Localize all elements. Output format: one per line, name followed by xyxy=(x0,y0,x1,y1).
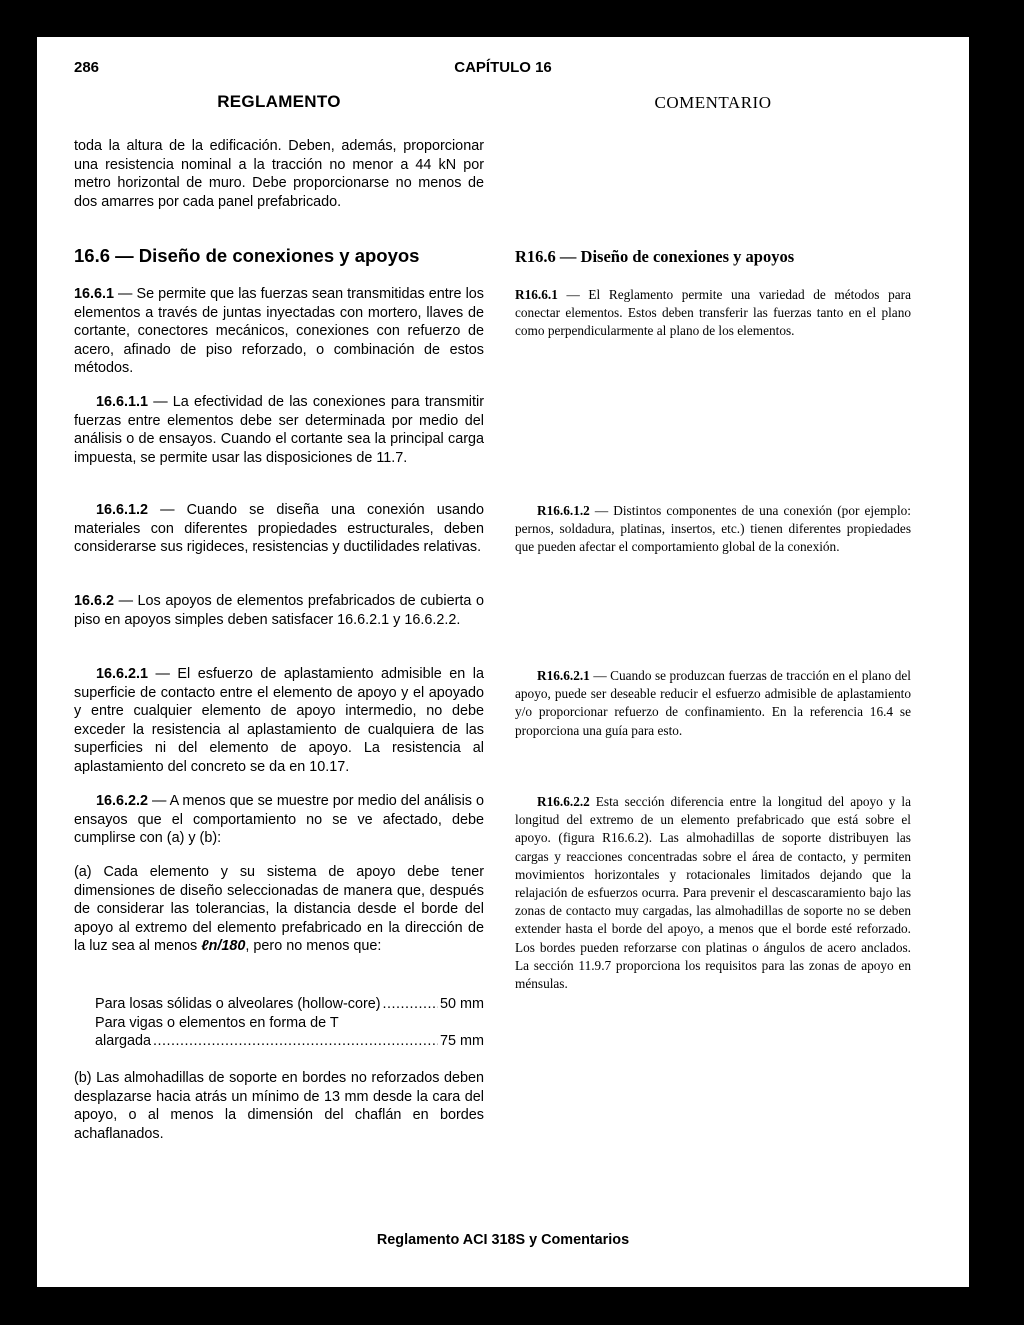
clause-16-6-2-2 xyxy=(74,792,484,848)
section-title-16-6: 16.6 — Diseño de conexiones y apoyos xyxy=(74,245,420,266)
item-b xyxy=(74,1069,484,1143)
commentary-r16-6-2-2 xyxy=(515,793,911,993)
item-a-text: (a) Cada elemento y su sistema de apoyo debe tener dimensiones de diseño seleccionadas de manera que, después de considerar las tolerancias, la distancia desde el borde del apoyo al extremo del elemento prefabricado en la dirección de la luz sea al menos xyxy=(74,864,484,954)
clause-number: R16.6.2.1 xyxy=(537,668,590,683)
clause-number: 16.6.1 xyxy=(74,286,115,302)
clause-text: Esta sección diferencia entre la longitud del apoyo y la longitud del extremo de un elemento prefabricado que está sobre el apoyo. (figura R16.6.2). Las almohadillas de soporte distribuyen las cargas y reacciones concentradas sobre el área de contacto, y permiten movimientos horizontales y rotacionales limitados dejando que la relajación de esfuerzos ocurra. Para prevenir el descascaramiento bajo las zonas de contacto muy cargadas, las almohadillas de soporte no se deben extender hasta el borde del apoyo, a menos que el borde esté reforzado. Los bordes pueden reforzarse con platinas o ángulos de acero anclados. La sección 11.9.7 proporciona los requisitos para las zonas de apoyo en ménsulas. xyxy=(515,794,911,992)
clause-text: — Los apoyos de elementos prefabricados de cubierta o piso en apoyos simples deben satisfacer 16.6.2.1 y 16.6.2.2. xyxy=(74,593,484,628)
item-a xyxy=(74,863,484,956)
clause-number: 16.6.1.1 xyxy=(96,394,149,410)
row-label: Para vigas o elementos en forma de T xyxy=(95,1014,339,1031)
section-title-r16-6: R16.6 — Diseño de conexiones y apoyos xyxy=(515,247,795,266)
min-length-row-slabs xyxy=(95,995,484,1014)
page-footer: Reglamento ACI 318S y Comentarios xyxy=(376,1232,630,1248)
document-page xyxy=(37,37,969,1287)
row-label: Para losas sólidas o alveolares (hollow-core) xyxy=(95,996,381,1012)
item-b-text: (b) Las almohadillas de soporte en bordes no reforzados deben desplazarse hacia atrás un mínimo de 13 mm desde la cara del apoyo, o al menos la dimensión del chaflán en bordes achaflanados. xyxy=(74,1070,484,1142)
commentary-r16-6-2-1 xyxy=(515,667,911,740)
item-a-formula: ℓn/180 xyxy=(201,938,246,954)
clause-16-6-1 xyxy=(74,285,484,378)
clause-text: — Distintos componentes de una conexión (por ejemplo: pernos, soldadura, platinas, insertos, etc.) tienen diferentes propiedades que pueden afectar el comportamiento global de la conexión. xyxy=(515,503,911,555)
row-label: alargada xyxy=(95,1033,152,1049)
clause-16-6-1-2 xyxy=(74,501,484,557)
chapter-title: CAPÍTULO 16 xyxy=(454,59,552,76)
item-a-end: , pero no menos que: xyxy=(245,938,382,954)
clause-16-6-2 xyxy=(74,592,484,629)
paragraph-intro xyxy=(74,137,484,211)
min-length-row-beams xyxy=(95,1032,484,1051)
clause-text: — La efectividad de las conexiones para transmitir fuerzas entre elementos debe ser determinada por medio del análisis o de ensayos. Cuando el cortante sea la principal carga impuesta, se permite usar las disposiciones de 11.7. xyxy=(74,394,484,466)
row-value: 75 mm xyxy=(440,1033,484,1049)
clause-text: — A menos que se muestre por medio del análisis o ensayos que el comportamiento no se ve afectado, debe cumplirse con (a) y (b): xyxy=(74,793,484,846)
clause-number: 16.6.2.2 xyxy=(96,793,149,809)
clause-number: R16.6.1.2 xyxy=(537,503,590,518)
clause-number: R16.6.1 xyxy=(515,287,558,302)
clause-number: 16.6.1.2 xyxy=(96,502,149,518)
min-length-row-beams-line1 xyxy=(95,1014,484,1033)
clause-number: 16.6.2 xyxy=(74,593,115,609)
dot-leader xyxy=(153,1032,438,1051)
clause-16-6-2-1 xyxy=(74,665,484,776)
clause-text: — Cuando se produzcan fuerzas de tracción en el plano del apoyo, puede ser deseable reducir el esfuerzo admisible de aplastamiento y/o proporcionar refuerzo de confinamiento. En la referencia 16.4 se proporciona una guía para esto. xyxy=(515,668,911,738)
intro-text: toda la altura de la edificación. Deben, además, proporcionar una resistencia nominal a la tracción no menor a 44 kN por metro horizontal de muro. Debe proporcionarse no menos de dos amarres por cada panel prefabricado. xyxy=(74,138,484,210)
page-number: 286 xyxy=(74,59,100,76)
commentary-r16-6-1 xyxy=(515,286,911,341)
clause-number: R16.6.2.2 xyxy=(537,794,590,809)
row-value: 50 mm xyxy=(440,996,484,1012)
clause-text: — El Reglamento permite una variedad de métodos para conectar elementos. Estos deben transferir las fuerzas tanto en el plano como perpendicularmente al plano de los elementos. xyxy=(515,287,911,339)
min-length-table xyxy=(95,995,484,1051)
dot-leader xyxy=(383,995,438,1014)
clause-number: 16.6.2.1 xyxy=(96,666,149,682)
commentary-r16-6-1-2 xyxy=(515,502,911,557)
clause-text: — Se permite que las fuerzas sean transmitidas entre los elementos a través de juntas inyectadas con mortero, llaves de cortante, conectores mecánicos, conexiones con refuerzo de acero, afinado de piso reforzado, o combinación de estos métodos. xyxy=(74,286,484,376)
column-header-reglamento: REGLAMENTO xyxy=(217,92,341,111)
clause-text: — El esfuerzo de aplastamiento admisible en la superficie de contacto entre el elemento de apoyo y el apoyado y entre cualquier elemento de apoyo intermedio, no debe exceder la resistencia al aplastamiento de cualquiera de las superficies ni del elemento de apoyo. La resistencia al aplastamiento del concreto se da en 10.17. xyxy=(74,666,484,775)
clause-16-6-1-1 xyxy=(74,393,484,467)
column-header-comentario: COMENTARIO xyxy=(654,93,772,112)
clause-text: — Cuando se diseña una conexión usando materiales con diferentes propiedades estructurales, deben considerarse sus rigideces, resistencias y ductilidades relativas. xyxy=(74,502,484,555)
